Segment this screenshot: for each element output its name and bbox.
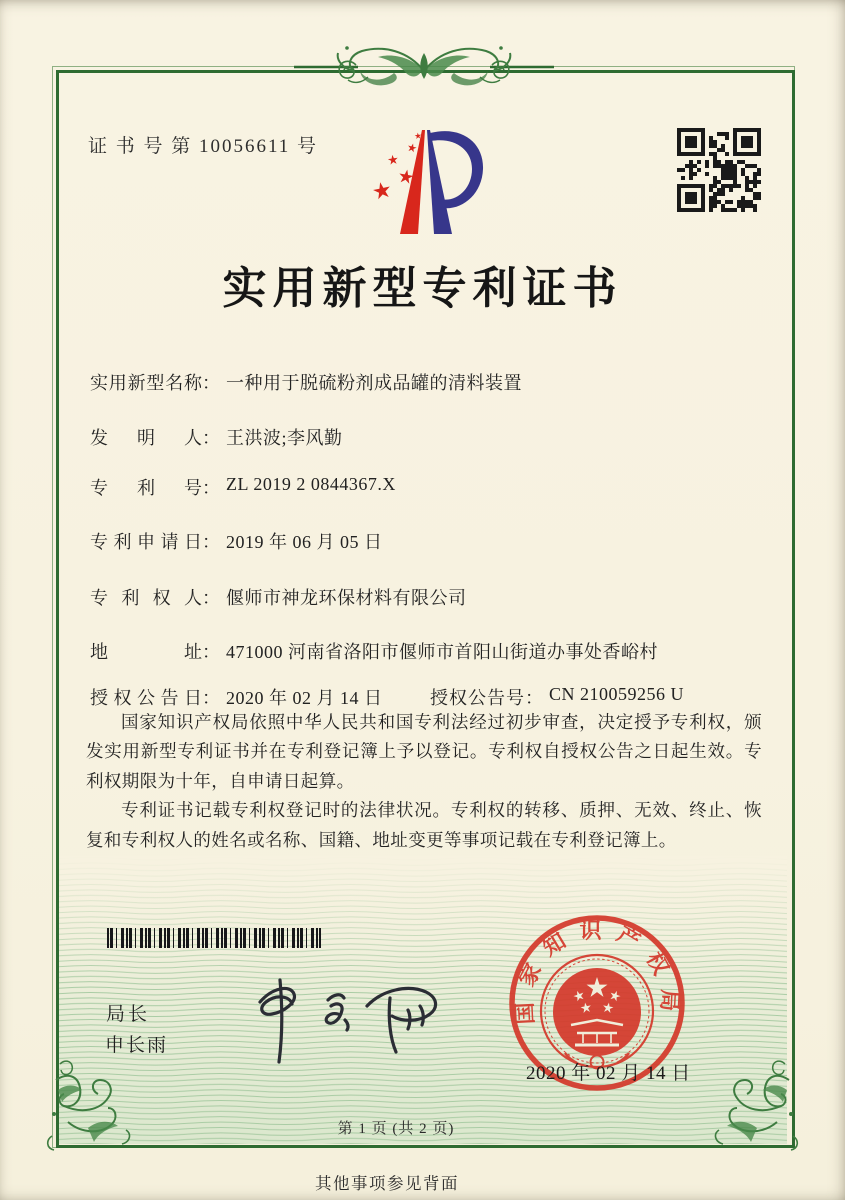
certificate-number: 证 书 号 第 10056611 号 bbox=[88, 136, 319, 157]
field-value: CN 210059256 U bbox=[549, 684, 685, 704]
field-label: 发明人 bbox=[90, 428, 202, 448]
director-name: 申长雨 bbox=[105, 1035, 169, 1056]
field-label: 实用新型名称 bbox=[90, 373, 202, 393]
seal-date: 2020 年 02 月 14 日 bbox=[526, 1063, 691, 1084]
field-label: 授权公告号 bbox=[430, 688, 525, 708]
field-value: 王洪波;李风勤 bbox=[226, 428, 343, 448]
field-value: 偃师市神龙环保材料有限公司 bbox=[226, 588, 467, 608]
field-label: 地址 bbox=[90, 642, 202, 662]
bottom-right-corner-ornament bbox=[707, 1050, 807, 1160]
field-row-patentee: 专利权人： 偃师市神龙环保材料有限公司 bbox=[90, 584, 467, 610]
field-row-inventor: 发明人： 王洪波;李风勤 bbox=[90, 424, 343, 450]
field-label: 专利号 bbox=[90, 478, 202, 498]
field-value: 2020 年 02 月 14 日 bbox=[226, 688, 383, 708]
field-label: 授权公告日 bbox=[90, 688, 202, 708]
qr-code bbox=[677, 128, 761, 212]
field-value: ZL 2019 2 0844367.X bbox=[226, 474, 396, 494]
bottom-left-corner-ornament bbox=[38, 1050, 138, 1160]
page-number: 第 1 页 (共 2 页) bbox=[337, 1121, 455, 1137]
field-label: 专利权人 bbox=[90, 588, 202, 608]
top-flourish-ornament bbox=[294, 41, 554, 93]
field-row-filing-date: 专利申请日： 2019 年 06 月 05 日 bbox=[90, 528, 383, 554]
field-row-invention-name: 实用新型名称： 一种用于脱硫粉剂成品罐的清料装置 bbox=[90, 369, 522, 395]
see-back-note: 其他事项参见背面 bbox=[315, 1174, 459, 1193]
director-handwritten-signature bbox=[242, 972, 452, 1067]
seal-org-text: 国家知识产权局 bbox=[511, 918, 683, 1025]
grant-number-pair: 授权公告号： CN 210059256 U bbox=[430, 684, 685, 708]
field-row-address: 地址： 471000 河南省洛阳市偃师市首阳山街道办事处香峪村 bbox=[90, 638, 658, 664]
field-value: 471000 河南省洛阳市偃师市首阳山街道办事处香峪村 bbox=[226, 642, 658, 662]
field-label: 专利申请日 bbox=[90, 532, 202, 552]
field-row-patent-number: 专利号： ZL 2019 2 0844367.X bbox=[90, 474, 396, 498]
legal-paragraph-1: 国家知识产权局依照中华人民共和国专利法经过初步审查，决定授予专利权，颁发实用新型专利证书并在专利登记簿上予以登记。专利权自授权公告之日起生效。专利权期限为十年，自申请日起算。 bbox=[86, 712, 762, 791]
field-row-grant: 授权公告日： 2020 年 02 月 14 日 授权公告号： CN 210059256 U bbox=[90, 684, 685, 708]
certificate-title: 实用新型专利证书 bbox=[222, 264, 623, 313]
barcode bbox=[107, 928, 321, 948]
director-title-label: 局长 bbox=[106, 1004, 151, 1025]
field-value: 2019 年 06 月 05 日 bbox=[226, 532, 383, 552]
legal-paragraph-2: 专利证书记载专利权登记时的法律状况。专利权的转移、质押、无效、终止、恢复和专利权人的姓名或名称、国籍、地址变更等事项记载在专利登记簿上。 bbox=[86, 800, 762, 850]
legal-text-block bbox=[86, 708, 762, 855]
field-value: 一种用于脱硫粉剂成品罐的清料装置 bbox=[226, 373, 522, 393]
cnipa-logo bbox=[356, 127, 486, 239]
national-emblem bbox=[541, 955, 653, 1069]
